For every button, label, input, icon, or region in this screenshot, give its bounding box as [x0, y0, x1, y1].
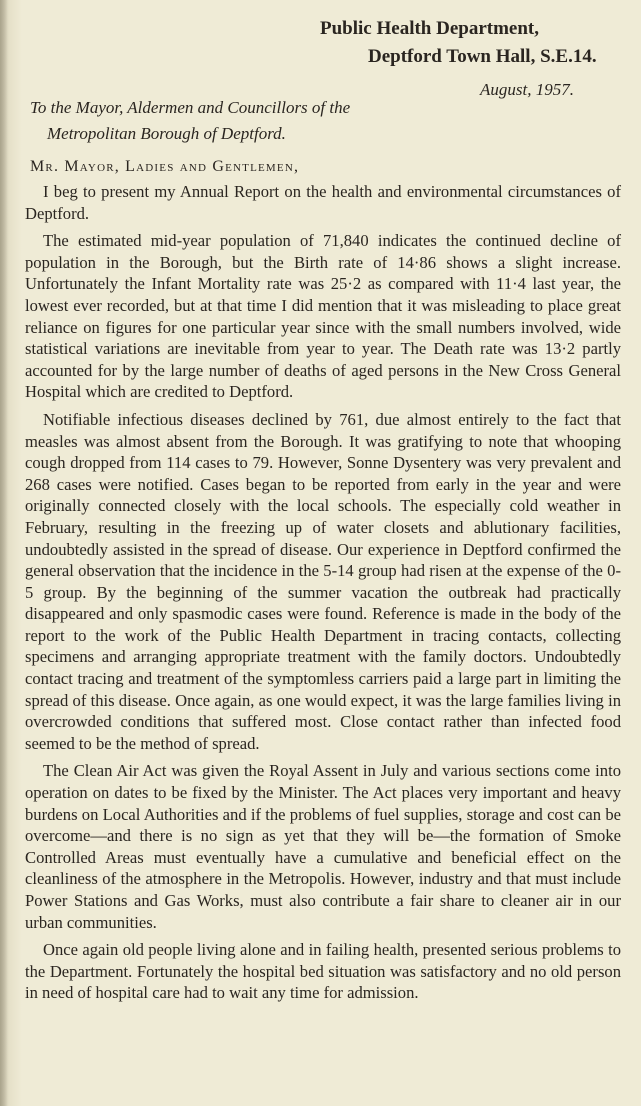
report-date: August, 1957. — [480, 80, 574, 99]
department-heading: Public Health Department, — [320, 18, 540, 39]
paragraph-old-people: Once again old people living alone and in failing health, presented serious problems to the Department. Fortunately the hospital bed situation was satisfactory and no old person in need of hospital care had to wait any time for admission. — [25, 940, 621, 1003]
binding-shadow — [0, 0, 8, 1106]
address-heading: Deptford Town Hall, S.E.14. — [368, 46, 597, 67]
paragraph-infectious-diseases: Notifiable infectious diseases declined by 761, due almost entirely to the fact that measles was almost absent from the Borough. It was gratifying to note that whooping cough dropped from 114 cases to 79. However, Sonne Dysentery was very prevalent and 268 cases were notified. Cases began to be reported from early in the year and were originally connected closely with the local schools. The especially cold weather in February, resulting in the freezing up of water closets and ablutionary facilities, undoubtedly assisted in the spread of disease. Our experience in Deptford confirmed the general observation that the incidence in the 5-14 group had risen at the expense of the 0-5 group. By the beginning of the summer vacation the outbreak had practically disappeared and only spasmodic cases were found. Reference is made in the body of the report to the work of the Public Health Department in tracing contacts, collecting specimens and arranging appropriate treatment with the family doctors. Undoubtedly contact tracing and treatment of the symptomless carriers paid a large part in limiting the spread of this disease. Once again, as one would expect, it was the large families living in overcrowded conditions that suffered most. Close contact rather than infected food seemed to be the method of spread. — [25, 409, 621, 753]
report-body — [25, 181, 621, 1010]
salutation: Mr. Mayor, Ladies and Gentlemen, — [30, 158, 300, 175]
paragraph-intro: I beg to present my Annual Report on the health and environmental circumstances of Deptford. — [25, 182, 621, 223]
addressee-line-1: To the Mayor, Aldermen and Councillors of the — [30, 98, 351, 117]
addressee-line-2: Metropolitan Borough of Deptford. — [47, 124, 286, 143]
paragraph-population: The estimated mid-year population of 71,840 indicates the continued decline of population in the Borough, but the Birth rate of 14·86 shows a slight increase. Unfortunately the Infant Mortality rate was 25·2 as compared with 11·4 last year, the lowest ever recorded, but at that time I did mention that it was misleading to place great reliance on figures for one particular year since with the small numbers involved, wide statistical variations are inevitable from year to year. The Death rate was 13·2 partly accounted for by the large number of deaths of aged persons in the New Cross General Hospital which are credited to Deptford. — [25, 231, 621, 402]
paragraph-clean-air-act: The Clean Air Act was given the Royal Assent in July and various sections come into operation on dates to be fixed by the Minister. The Act places very important and heavy burdens on Local Authorities and if the problems of fuel supplies, storage and cost can be overcome—and there is no sign as yet that they will be—the formation of Smoke Controlled Areas must eventually have a cumulative and beneficial effect on the cleanliness of the atmosphere in the Metropolis. However, industry and that must include Power Stations and Gas Works, must also contribute a fair share to cleaner air in our urban communities. — [25, 761, 621, 932]
